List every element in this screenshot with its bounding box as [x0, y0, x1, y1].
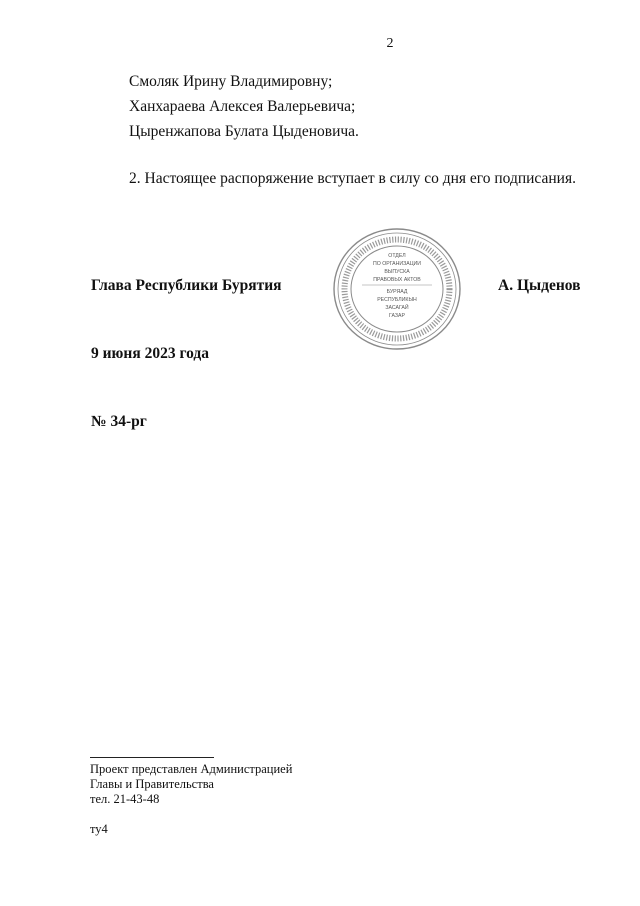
seal-line-2: ПО ОРГАНИЗАЦИИ — [373, 261, 421, 267]
seal-line-4: ПРАВОВЫХ АКТОВ — [373, 277, 421, 283]
name-line-2: Ханхараева Алексея Валерьевича; — [129, 98, 356, 115]
signature-position: Глава Республики Бурятия — [91, 277, 282, 294]
seal-line-6: РЕСПУБЛИКЫН — [377, 297, 417, 303]
footer-line-1: Проект представлен Администрацией — [90, 762, 293, 776]
page-number: 2 — [386, 36, 394, 51]
signature-name: А. Цыденов — [498, 277, 581, 294]
seal-line-7: ЗАСАГАЙ — [385, 305, 409, 311]
seal-line-5: БУРЯАД — [386, 289, 408, 295]
document-number: № 34-рг — [91, 413, 147, 430]
clause-2: 2. Настоящее распоряжение вступает в силу со дня его подписания. — [129, 170, 576, 187]
name-line-1: Смоляк Ирину Владимировну; — [129, 73, 333, 90]
footnote-divider — [90, 757, 214, 758]
seal-line-3: ВЫПУСКА — [384, 269, 410, 275]
seal-line-8: ГАЗАР — [389, 313, 405, 319]
name-line-3: Цыренжапова Булата Цыденовича. — [129, 123, 359, 140]
footer-line-2: Главы и Правительства — [90, 777, 214, 791]
footer-code: ту4 — [90, 822, 108, 836]
seal-line-1: ОТДЕЛ — [388, 253, 406, 259]
footer-line-3: тел. 21-43-48 — [90, 792, 160, 806]
official-seal — [332, 227, 462, 351]
document-date: 9 июня 2023 года — [91, 345, 210, 362]
